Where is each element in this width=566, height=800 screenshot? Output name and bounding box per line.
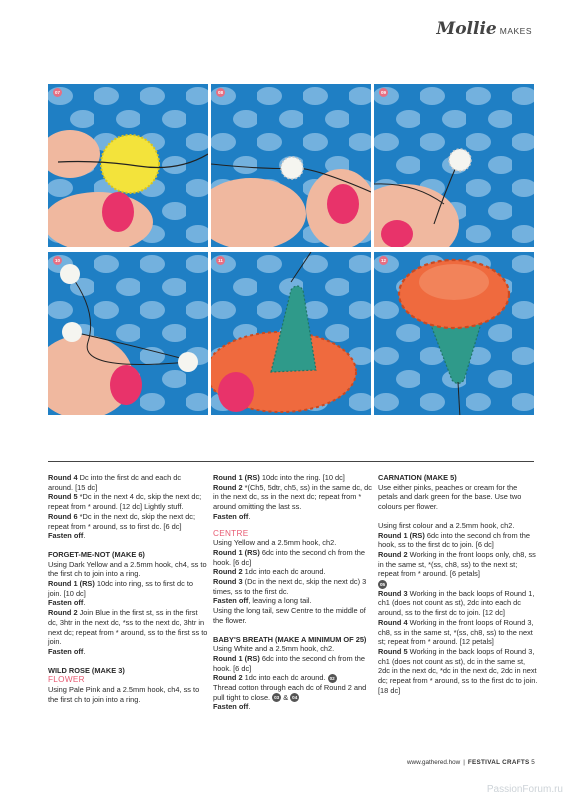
heading-carnation: CARNATION (MAKE 5) bbox=[378, 473, 457, 482]
round-label: Round 1 (RS) bbox=[48, 579, 95, 589]
step-photo-07 bbox=[48, 84, 208, 247]
fasten-off: Fasten off. bbox=[213, 702, 251, 712]
step-photo-12 bbox=[374, 252, 534, 415]
round-label: Round 2 bbox=[48, 608, 78, 618]
step-number-badge: 09 bbox=[380, 90, 386, 95]
bb-intro: Using White and a 2.5mm hook, ch2. bbox=[213, 644, 335, 654]
round-text: Working in the front loops only, ch8, ss in the same st, *(ss, ch8, ss) to the next st; repeat from * around. [6 petals] bbox=[378, 549, 536, 579]
wr-intro: Using Pale Pink and a 2.5mm hook, ch4, ss to the first ch to join into a ring. bbox=[48, 685, 200, 704]
heading-babys-breath: BABY'S BREATH (MAKE A MINIMUM OF 25) bbox=[213, 634, 367, 644]
photo-10-image bbox=[48, 252, 208, 415]
round-label: Round 3 bbox=[213, 577, 243, 587]
round-text: 10dc into the ring. [10 dc] bbox=[259, 473, 345, 482]
carnation-intro-2: Using first colour and a 2.5mm hook, ch2. bbox=[378, 520, 515, 530]
fasten-off-tail bbox=[213, 596, 373, 606]
step-photo-grid bbox=[48, 84, 534, 418]
step-photo-08 bbox=[211, 84, 371, 247]
carnation-intro: Use either pinks, peaches or cream for the petals and dark green for the base. Use two colours per flower. bbox=[378, 482, 522, 512]
round-text: Join Blue in the first st, ss in the first dc, 3htr in the next dc, *ss to the next dc, 3htr in next dc; repeat from * around, ss to the first ss to join. bbox=[48, 608, 208, 647]
step-ref-badge: 04 bbox=[292, 695, 298, 701]
centre-end: Using the long tail, sew Centre to the middle of the flower. bbox=[213, 606, 366, 625]
round-label: Round 4 bbox=[378, 617, 408, 627]
round-text: 6dc into the second ch from the hook, ss to the first dc to join. [6 dc] bbox=[378, 530, 530, 550]
column-3 bbox=[378, 473, 538, 695]
round-label: Round 5 bbox=[48, 492, 78, 502]
page-number: 5 bbox=[531, 759, 535, 766]
fasten-off-label: Fasten off bbox=[213, 702, 249, 712]
step-number-badge: 11 bbox=[216, 256, 225, 265]
ampersand: & bbox=[283, 692, 289, 702]
centre-round-2 bbox=[213, 567, 373, 577]
round-label: Round 4 bbox=[48, 473, 78, 482]
step-number-badge: 07 bbox=[54, 90, 60, 95]
heading-wild-rose: WILD ROSE (MAKE 3) bbox=[48, 665, 125, 675]
step-number-badge: 08 bbox=[217, 90, 223, 95]
fmn-round-1 bbox=[48, 579, 208, 598]
carnation-round-3 bbox=[378, 589, 538, 618]
paragraph-round-5 bbox=[48, 492, 208, 511]
carnation-round-4 bbox=[378, 618, 538, 647]
photo-11-image bbox=[211, 252, 371, 415]
heading-forget-me-not: FORGET-ME-NOT (MAKE 6) bbox=[48, 549, 145, 559]
bb-thread bbox=[213, 683, 373, 702]
round-text: 10dc into ring, ss to first dc to join. [10 dc] bbox=[48, 579, 193, 598]
round-label: Round 6 bbox=[48, 511, 78, 521]
footer-separator: | bbox=[463, 759, 465, 766]
round-label: Round 1 (RS) bbox=[378, 530, 425, 540]
round-text: 6dc into the second ch from the hook. [6 dc] bbox=[213, 653, 365, 673]
watermark: PassionForum.ru bbox=[486, 784, 563, 795]
carnation-round-2 bbox=[378, 550, 538, 579]
fasten-off: Fasten off. bbox=[213, 511, 251, 521]
round-text: (Dc in the next dc, skip the next dc) 3 times, ss to the first dc. bbox=[213, 577, 367, 596]
subheading-centre: CENTRE bbox=[213, 528, 249, 538]
photo-09-image bbox=[374, 84, 534, 247]
round-label: Round 1 (RS) bbox=[213, 653, 260, 663]
subheading-flower: FLOWER bbox=[48, 675, 85, 685]
column-1 bbox=[48, 473, 208, 704]
page-footer bbox=[407, 759, 535, 766]
step-ref-badge: 03 bbox=[274, 695, 280, 701]
step-ref-05 bbox=[378, 579, 538, 589]
fasten-off-label: Fasten off bbox=[213, 596, 249, 606]
round-label: Round 2 bbox=[213, 567, 243, 577]
step-ref-badge: 05 bbox=[379, 581, 386, 587]
footer-url: www.gathered.how bbox=[407, 759, 461, 766]
round-text: Working in the front loops of Round 3, ch8, ss in the same st, *(ss, ch8, ss) to the next st; repeat from * around. [12 petals] bbox=[378, 617, 534, 647]
bb-round-1 bbox=[213, 654, 373, 673]
fasten-off-label: Fasten off bbox=[48, 646, 84, 656]
photo-12-image bbox=[374, 252, 534, 415]
round-text: 6dc into the second ch from the hook. [6 dc] bbox=[213, 547, 365, 567]
round-text: 1dc into each dc around. bbox=[242, 673, 326, 683]
round-label: Round 5 bbox=[378, 646, 408, 656]
round-text: *Dc in the next 4 dc, skip the next dc; repeat from * around. [12 dc] Lightly stuff. bbox=[48, 492, 202, 512]
round-text: Working in the back loops of Round 3, ch1 (does not count as st), dc in the same st, 2dc in the next dc, *dc in the next dc, 2dc in next dc; repeat from * around, ss to the first dc to join. [18 dc] bbox=[378, 646, 538, 695]
wr-round-1 bbox=[213, 473, 373, 483]
wr-round-2 bbox=[213, 483, 373, 512]
centre-round-1 bbox=[213, 548, 373, 567]
round-label: Round 2 bbox=[213, 482, 243, 492]
step-photo-11 bbox=[211, 252, 371, 415]
step-number-badge: 12 bbox=[380, 258, 386, 263]
photo-07-image bbox=[48, 84, 208, 247]
round-text: Working in the back loops of Round 1, ch1 (does not count as st), 2dc into each dc around, ss to the first dc to join. [12 dc] bbox=[378, 588, 535, 618]
step-photo-09 bbox=[374, 84, 534, 247]
paragraph-round-6 bbox=[48, 512, 208, 531]
fasten-off: Fasten off. bbox=[48, 531, 86, 541]
step-number-badge: 10 bbox=[54, 258, 60, 263]
centre-round-3 bbox=[213, 577, 373, 596]
footer-publication: FESTIVAL CRAFTS bbox=[467, 759, 530, 766]
fmn-intro: Using Dark Yellow and a 2.5mm hook, ch4, ss to the first ch to join into a ring. bbox=[48, 559, 207, 579]
round-label: Round 2 bbox=[213, 673, 243, 683]
round-label: Round 1 (RS) bbox=[213, 547, 260, 557]
fasten-off-label: Fasten off bbox=[48, 598, 84, 608]
brand-logo bbox=[436, 19, 532, 39]
round-text: 1dc into each dc around. bbox=[242, 567, 326, 577]
thread-text: Thread cotton through each dc of Round 2 and pull tight to close. bbox=[213, 683, 367, 702]
carnation-round-5 bbox=[378, 647, 538, 696]
fasten-off-text: , leaving a long tail. bbox=[248, 596, 312, 606]
fasten-off-label: Fasten off bbox=[48, 531, 84, 541]
photo-08-image bbox=[211, 84, 371, 247]
paragraph-round-4 bbox=[48, 473, 208, 492]
round-label: Round 3 bbox=[378, 588, 408, 598]
column-2 bbox=[213, 473, 373, 712]
round-label: Round 2 bbox=[378, 549, 408, 559]
round-label: Round 1 (RS) bbox=[213, 473, 260, 482]
step-photo-10 bbox=[48, 252, 208, 415]
centre-intro: Using Yellow and a 2.5mm hook, ch2. bbox=[213, 538, 337, 548]
fmn-round-2 bbox=[48, 608, 208, 647]
brand-logo-script: Mollie bbox=[436, 19, 497, 39]
section-divider bbox=[48, 461, 534, 462]
fasten-off: Fasten off. bbox=[48, 646, 86, 656]
round-text: *(Ch5, 5dtr, ch5, ss) in the same dc, dc in the next dc, ss in the next dc; repeat from * around omitting the last ss. bbox=[213, 482, 372, 512]
fasten-off-label: Fasten off bbox=[213, 511, 249, 521]
step-ref-badge: 02 bbox=[329, 675, 335, 681]
carnation-round-1 bbox=[378, 531, 538, 550]
bb-round-2 bbox=[213, 673, 373, 683]
fasten-off: Fasten off. bbox=[48, 598, 86, 608]
round-text: *Dc in the next dc, skip the next dc; repeat from * around, ss to first dc. [6 dc] bbox=[48, 511, 196, 531]
round-text: Dc into the first dc and each dc around. [15 dc] bbox=[48, 473, 182, 492]
brand-logo-caps: MAKES bbox=[499, 26, 532, 36]
